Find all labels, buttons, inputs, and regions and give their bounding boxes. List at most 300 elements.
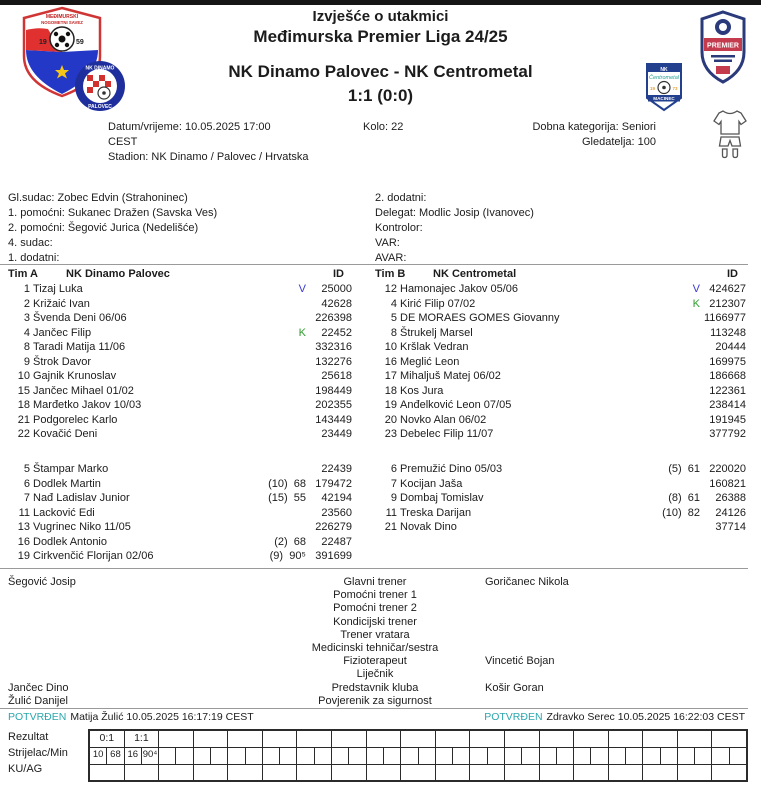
player-row: [375, 326, 746, 341]
player-row: [375, 520, 746, 535]
score-cell: [435, 731, 470, 747]
player-row: [375, 297, 746, 312]
player-number: 18: [384, 384, 397, 397]
player-number: 15: [17, 384, 30, 397]
player-name: Jančec Filip: [33, 326, 92, 339]
player-id: 226398: [315, 312, 352, 325]
scorer-minute: [314, 748, 331, 763]
staff-row: [0, 629, 761, 642]
league-title: Međimurska Premier Liga 24/25: [253, 27, 508, 46]
report-title: Izvješće o utakmici: [312, 8, 449, 25]
scorer-cell: [711, 748, 746, 763]
scorer-number: [470, 748, 486, 763]
player-id: 191945: [709, 413, 746, 426]
staff-row: [0, 576, 761, 589]
player-name: Premužić Dino 05/03: [400, 463, 503, 476]
player-id: 169975: [709, 355, 746, 368]
player-id: 24126: [715, 506, 746, 519]
score-cell: 0:1: [99, 732, 115, 744]
scorer-number: [678, 748, 694, 763]
staff-role: Predstavnik kluba: [331, 681, 419, 694]
kuag-cell: [573, 765, 608, 780]
staff-role: Pomoćni trener 2: [333, 602, 417, 615]
player-row: [8, 413, 352, 428]
scorer-number: [574, 748, 590, 763]
player-row: [375, 340, 746, 355]
player-row: [375, 311, 746, 326]
officials-left-column: [8, 191, 338, 266]
roster-gap: [8, 442, 352, 462]
centrometal-top-text: NK: [660, 66, 668, 73]
player-id: 202355: [315, 399, 352, 412]
player-name: Debelec Filip 11/07: [400, 428, 494, 441]
player-row: [375, 477, 746, 492]
player-name: Kovačić Deni: [33, 428, 98, 441]
roster-gap: [375, 442, 746, 462]
staff-role: Pomoćni trener 1: [333, 589, 417, 602]
score-cell: [331, 731, 366, 747]
player-number: 22: [17, 428, 30, 441]
scorer-minute: [348, 748, 365, 763]
scorer-cell: [400, 748, 435, 763]
player-id: 22452: [321, 326, 352, 339]
player-number: 16: [384, 355, 397, 368]
team-b-roster: [375, 267, 746, 535]
player-number: 11: [385, 506, 397, 519]
score-cell: [193, 731, 228, 747]
player-id: 424627: [709, 283, 746, 295]
player-number: 12: [384, 283, 397, 295]
match-datetime: Datum/vrijeme: 10.05.2025 17:00: [108, 121, 271, 133]
substitution-info: (2) 68: [274, 535, 306, 548]
official-line: 1. dodatni:: [8, 252, 60, 264]
player-name: Lacković Edi: [33, 506, 95, 519]
player-name: Jančec Mihael 01/02: [33, 384, 134, 397]
player-role-badge: V: [298, 283, 306, 295]
player-name: Kos Jura: [400, 384, 444, 397]
mns-year-left: 19: [39, 39, 47, 46]
team-a-id-header: ID: [333, 268, 344, 280]
match-info-block: [108, 120, 378, 165]
player-number: 5: [390, 312, 397, 325]
kuag-cell: [608, 765, 643, 780]
player-name: Štampar Marko: [33, 463, 109, 476]
scorer-number: 10: [92, 749, 104, 761]
player-number: 10: [17, 370, 30, 383]
player-number: 5: [23, 463, 30, 476]
scorer-cell: [90, 748, 124, 763]
team-a-name: NK Dinamo Palovec: [66, 268, 170, 280]
player-name: Dodlek Antonio: [33, 535, 107, 548]
player-name: Štrukelj Marsel: [400, 326, 473, 339]
kuag-cell: [193, 765, 228, 780]
staff-row: [0, 695, 761, 708]
score-cell: [539, 731, 574, 747]
player-id: 26388: [715, 492, 746, 505]
player-role-badge: K: [298, 326, 306, 339]
divider-officials: [0, 264, 748, 265]
player-number: 20: [384, 413, 397, 426]
player-row: [8, 355, 352, 370]
scorer-cell: [504, 748, 539, 763]
officials-right-column: [375, 191, 705, 266]
score-cell: [366, 731, 401, 747]
staff-row: [0, 602, 761, 615]
scorer-minute: [245, 748, 262, 763]
player-number: 3: [23, 312, 30, 325]
scorer-cell: [539, 748, 574, 763]
dinamo-logo-top-text: NK DINAMO: [85, 65, 115, 72]
scorer-cell: [158, 748, 193, 763]
player-name: Nađ Ladislav Junior: [33, 492, 130, 505]
player-name: Dodlek Martin: [33, 477, 101, 490]
confirmation-text: Zdravko Serec 10.05.2025 16:22:03 CEST: [546, 711, 745, 723]
substitution-info: (15) 55: [268, 492, 306, 505]
player-name: Novko Alan 06/02: [400, 413, 487, 426]
player-number: 21: [17, 413, 30, 426]
player-number: 13: [17, 521, 30, 534]
player-id: 132276: [315, 355, 352, 368]
official-line: Delegat: Modlic Josip (Ivanovec): [375, 207, 534, 219]
scorer-number: [332, 748, 348, 763]
staff-row: [0, 655, 761, 668]
scorer-minute: 68: [106, 748, 123, 763]
kuag-cell: [400, 765, 435, 780]
player-name: Meglić Leon: [400, 355, 460, 368]
player-row: [8, 297, 352, 312]
staff-row: [0, 668, 761, 681]
official-line: AVAR:: [375, 252, 407, 264]
player-name: Taradi Matija 11/06: [33, 341, 126, 354]
kuag-cell: [677, 765, 712, 780]
player-row: [375, 384, 746, 399]
player-name: Tizaj Luka: [33, 283, 83, 295]
kuag-cell: [711, 765, 746, 780]
official-line: 1. pomoćni: Sukanec Dražen (Savska Ves): [8, 207, 218, 219]
match-round: Kolo: 22: [363, 121, 404, 133]
team-a-roster: [8, 267, 352, 564]
scorer-number: [643, 748, 659, 763]
scorer-minute: [210, 748, 227, 763]
match-meta-block: [460, 120, 656, 150]
scorer-cell: [573, 748, 608, 763]
scorer-minute: [556, 748, 573, 763]
page-top-border: [0, 0, 761, 5]
score-cell: [642, 731, 677, 747]
score-cell: [262, 731, 297, 747]
staff-section: [0, 576, 761, 708]
player-id: 25618: [321, 370, 352, 383]
team-a-substitutes: [8, 462, 352, 564]
centrometal-script-text: Čentrometal: [649, 75, 679, 81]
scorer-minute: [625, 748, 642, 763]
player-id: 226279: [315, 521, 352, 534]
player-row: [8, 549, 352, 564]
player-number: 7: [390, 477, 397, 490]
result-label: Rezultat: [8, 731, 49, 743]
player-id: 238414: [709, 399, 746, 412]
kuag-cell: [469, 765, 504, 780]
scorer-cell: [331, 748, 366, 763]
player-name: Cirkvenčić Florijan 02/06: [33, 550, 154, 563]
staff-name-away: Goričanec Nikola: [485, 576, 569, 588]
confirmation-status: POTVRĐEN: [484, 711, 543, 723]
substitution-info: (9) 90⁵: [269, 550, 306, 563]
scorer-number: [540, 748, 556, 763]
player-number: 21: [384, 521, 397, 534]
kuag-cell: [435, 765, 470, 780]
scorer-cell: [608, 748, 643, 763]
scorer-number: 16: [127, 749, 139, 761]
score-cell: [400, 731, 435, 747]
staff-role: Glavni trener: [343, 576, 407, 588]
player-id: 391699: [315, 550, 352, 563]
substitution-info: (10) 82: [662, 506, 700, 519]
confirmation-text: Matija Žulić 10.05.2025 16:17:19 CEST: [70, 711, 254, 723]
player-name: DE MORAES GOMES Giovanny: [400, 312, 560, 325]
player-row: [8, 311, 352, 326]
official-line: Gl.sudac: Zobec Edvin (Strahoninec): [8, 192, 188, 204]
attendance: Gledatelja: 100: [582, 136, 656, 148]
kuag-cell: [539, 765, 574, 780]
team-b-starters: [375, 282, 746, 442]
scorer-cell: [124, 748, 159, 763]
player-number: 10: [384, 341, 397, 354]
player-id: 122361: [709, 384, 746, 397]
team-b-name: NK Centrometal: [433, 268, 517, 280]
scorer-number: [194, 748, 210, 763]
official-line: 2. dodatni:: [375, 192, 427, 204]
scorer-minute: [590, 748, 607, 763]
player-id: 179472: [315, 477, 352, 490]
player-id: 37714: [715, 521, 746, 534]
player-id: 332316: [315, 341, 352, 354]
result-row-kuag: [90, 764, 746, 780]
football-kit-icon: [712, 108, 748, 160]
score-cell: [504, 731, 539, 747]
scorer-minute: [729, 748, 746, 763]
centrometal-year-left: 19: [650, 86, 656, 91]
player-name: Mihaljuš Matej 06/02: [400, 370, 501, 383]
player-id: 22487: [321, 535, 352, 548]
player-name: Kocijan Jaša: [400, 477, 463, 490]
player-name: Hamonajec Jakov 05/06: [400, 283, 519, 295]
scorer-minute: [279, 748, 296, 763]
player-number: 16: [17, 535, 30, 548]
player-number: 9: [390, 492, 397, 505]
staff-name-home: Žulić Danijel: [8, 694, 68, 707]
player-name: Kršlak Vedran: [400, 341, 469, 354]
scorer-minute-label: Strijelac/Min: [8, 747, 68, 759]
player-id: 42194: [321, 492, 352, 505]
kuag-cell: [227, 765, 262, 780]
player-row: [8, 384, 352, 399]
player-row: [375, 369, 746, 384]
scorer-minute: [487, 748, 504, 763]
score-cell: [469, 731, 504, 747]
team-a-starters: [8, 282, 352, 442]
scorer-cell: [366, 748, 401, 763]
kuag-cell: [366, 765, 401, 780]
confirmation-away: [484, 711, 745, 723]
player-name: Podgorelec Karlo: [33, 413, 118, 426]
scorer-number: [436, 748, 452, 763]
scorer-cell: [677, 748, 712, 763]
substitution-info: (8) 61: [668, 492, 700, 505]
team-b-header: [375, 267, 746, 282]
player-row: [8, 491, 352, 506]
score-cell: [711, 731, 746, 747]
player-id: 186668: [709, 370, 746, 383]
player-id: 212307: [709, 297, 746, 310]
player-row: [375, 427, 746, 442]
scorer-cell: [227, 748, 262, 763]
centrometal-year-right: 73: [672, 86, 678, 91]
substitution-info: (10) 68: [268, 477, 306, 490]
player-id: 22439: [321, 463, 352, 476]
staff-row: [0, 589, 761, 602]
player-row: [8, 462, 352, 477]
player-number: 8: [23, 341, 30, 354]
official-line: 2. pomoćni: Šegović Jurica (Nedelišće): [8, 222, 199, 234]
staff-name-away: Vincetić Bojan: [485, 655, 555, 668]
player-id: 143449: [315, 413, 352, 426]
scorer-minute: [452, 748, 469, 763]
player-row: [8, 369, 352, 384]
confirmation-status: POTVRĐEN: [8, 711, 67, 723]
player-row: [375, 398, 746, 413]
player-name: Švenda Deni 06/06: [33, 312, 127, 325]
player-number: 17: [384, 370, 397, 383]
player-name: Novak Dino: [400, 521, 457, 534]
scorer-minute: 90⁴: [141, 748, 158, 763]
player-row: [375, 491, 746, 506]
scorer-number: [263, 748, 279, 763]
player-id: 23449: [321, 428, 352, 441]
player-row: [375, 413, 746, 428]
player-id: 25000: [321, 283, 352, 295]
staff-row: [0, 642, 761, 655]
mns-year-right: 59: [76, 39, 84, 46]
score-cell: [227, 731, 262, 747]
player-row: [8, 477, 352, 492]
player-number: 19: [384, 399, 397, 412]
player-row: [8, 398, 352, 413]
player-number: 7: [23, 492, 30, 505]
scorer-cell: [469, 748, 504, 763]
staff-name-home: Šegović Josip: [8, 576, 76, 588]
match-stadium: Stadion: NK Dinamo / Palovec / Hrvatska: [108, 151, 309, 163]
player-id: 20444: [715, 341, 746, 354]
scorer-cell: [435, 748, 470, 763]
scorer-number: [609, 748, 625, 763]
staff-role: Kondicijski trener: [333, 615, 417, 628]
kuag-cell: [158, 765, 193, 780]
kuag-cell: [504, 765, 539, 780]
centrometal-bottom-text: MACINEC: [653, 96, 675, 101]
player-number: 4: [23, 326, 30, 339]
scorer-minute: [418, 748, 435, 763]
team-b-label: Tim B: [375, 268, 406, 280]
scorer-cell: [262, 748, 297, 763]
player-number: 6: [390, 463, 397, 476]
staff-name-away: Košir Goran: [485, 681, 544, 694]
result-grid: [88, 729, 748, 782]
player-number: 2: [23, 297, 30, 310]
player-role-badge: V: [692, 283, 700, 295]
kuag-cell: [90, 765, 124, 780]
scorer-number: [297, 748, 313, 763]
scorer-number: [228, 748, 244, 763]
substitution-info: (5) 61: [668, 463, 700, 476]
kuag-cell: [124, 765, 159, 780]
player-id: 23560: [321, 506, 352, 519]
player-number: 4: [390, 297, 397, 310]
player-name: Anđelković Leon 07/05: [400, 399, 512, 412]
age-category: Dobna kategorija: Seniori: [532, 121, 656, 133]
scorer-minute: [660, 748, 677, 763]
premier-band-text: PREMIER: [707, 42, 739, 50]
player-name: Križaić Ivan: [33, 297, 90, 310]
scorer-minute: [521, 748, 538, 763]
scorer-cell: [642, 748, 677, 763]
player-id: 160821: [709, 477, 746, 490]
divider-staff: [0, 568, 748, 569]
player-row: [8, 282, 352, 297]
player-number: 9: [23, 355, 30, 368]
staff-row: [0, 616, 761, 629]
player-id: 42628: [321, 297, 352, 310]
scorer-minute: [694, 748, 711, 763]
player-number: 1: [23, 283, 30, 295]
player-row: [375, 506, 746, 521]
match-score: 1:1 (0:0): [347, 86, 414, 105]
official-line: 4. sudac:: [8, 237, 53, 249]
kuag-label: KU/AG: [8, 763, 43, 775]
player-id: 220020: [709, 463, 746, 476]
kuag-cell: [262, 765, 297, 780]
player-id: 198449: [315, 384, 352, 397]
staff-row: [0, 682, 761, 695]
scorer-number: [401, 748, 417, 763]
player-row: [375, 462, 746, 477]
mns-arc-text-1: MEĐIMURSKI: [45, 14, 79, 20]
player-name: Vugrinec Niko 11/05: [33, 521, 131, 534]
score-cell: [677, 731, 712, 747]
dinamo-logo-bottom-text: PALOVEC: [88, 104, 112, 110]
official-line: Kontrolor:: [375, 222, 423, 234]
team-b-substitutes: [375, 462, 746, 535]
team-a-label: Tim A: [8, 268, 38, 280]
mns-arc-text-2: NOGOMETNI SAVEZ: [41, 20, 83, 25]
score-cell: 1:1: [124, 731, 159, 747]
player-name: Gajnik Krunoslav: [33, 370, 117, 383]
player-id: 113248: [710, 326, 746, 339]
scorer-number: [712, 748, 728, 763]
player-name: Štrok Davor: [33, 355, 92, 368]
player-name: Dombaj Tomislav: [400, 492, 484, 505]
match-timezone: CEST: [108, 136, 138, 148]
staff-name-home: Jančec Dino: [8, 681, 69, 694]
player-row: [8, 427, 352, 442]
score-cell: [158, 731, 193, 747]
player-role-badge: K: [692, 297, 700, 310]
confirmation-home: [8, 711, 254, 723]
kuag-cell: [296, 765, 331, 780]
staff-role: Fizioterapeut: [343, 655, 407, 668]
score-cell: [608, 731, 643, 747]
kuag-cell: [331, 765, 366, 780]
